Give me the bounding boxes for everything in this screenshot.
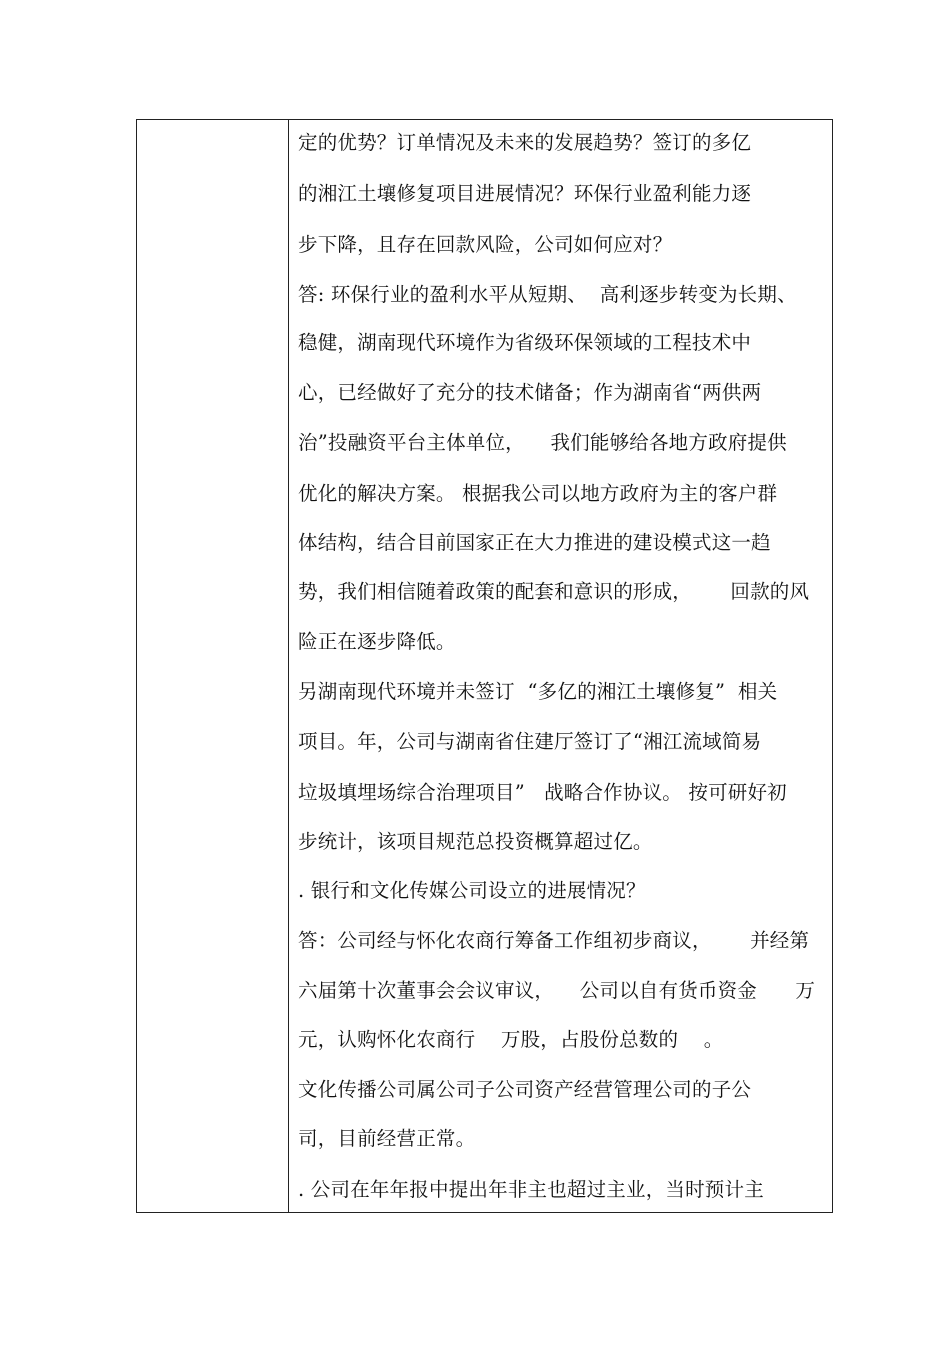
text-line: 优化的解决方案。 根据我公司以地方政府为主的客户群 <box>298 482 778 505</box>
text-line: 项目。年，公司与湖南省住建厅签订了“湘江流域简易 <box>298 730 762 753</box>
text-line: 垃圾填埋场综合治理项目” 战略合作协议。 按可研好初 <box>298 781 787 804</box>
text-line: 稳健，湖南现代环境作为省级环保领域的工程技术中 <box>298 331 752 354</box>
text-line: 答：公司经与怀化农商行筹备工作组初步商议， 并经第 <box>298 929 810 952</box>
text-line: 步统计，该项目规范总投资概算超过亿。 <box>298 830 653 853</box>
text-line: 元，认购怀化农商行 万股，占股份总数的 。 <box>298 1028 724 1051</box>
text-line: 治”投融资平台主体单位， 我们能够给各地方政府提供 <box>298 431 787 454</box>
text-line: 文化传播公司属公司子公司资产经营管理公司的子公 <box>298 1078 752 1101</box>
text-line: 心，已经做好了充分的技术储备；作为湖南省“两供两 <box>298 381 762 404</box>
text-line: 司，目前经营正常。 <box>298 1127 476 1150</box>
text-line: . 公司在年年报中提出年非主也超过主业，当时预计主 <box>298 1178 764 1201</box>
text-line: 势，我们相信随着政策的配套和意识的形成， 回款的风 <box>298 580 810 603</box>
text-line: 六届第十次董事会会议审议， 公司以自有货币资金 万 <box>298 979 816 1002</box>
text-line: 定的优势？订单情况及未来的发展趋势？签订的多亿 <box>298 131 752 154</box>
text-line: 的湘江土壤修复项目进展情况？环保行业盈利能力逐 <box>298 182 752 205</box>
text-line: 体结构，结合目前国家正在大力推进的建设模式这一趋 <box>298 531 771 554</box>
table-left-column <box>137 120 289 1212</box>
text-line: 另湖南现代环境并未签订 “多亿的湘江土壤修复” 相关 <box>298 680 778 703</box>
text-line: 步下降，且存在回款风险，公司如何应对？ <box>298 233 673 256</box>
text-line: 答: 环保行业的盈利水平从短期、 高利逐步转变为长期、 <box>298 283 797 306</box>
text-line: . 银行和文化传媒公司设立的进展情况？ <box>298 879 646 902</box>
document-table <box>136 119 833 1213</box>
text-line: 险正在逐步降低。 <box>298 630 456 653</box>
table-content-column <box>289 120 832 1212</box>
